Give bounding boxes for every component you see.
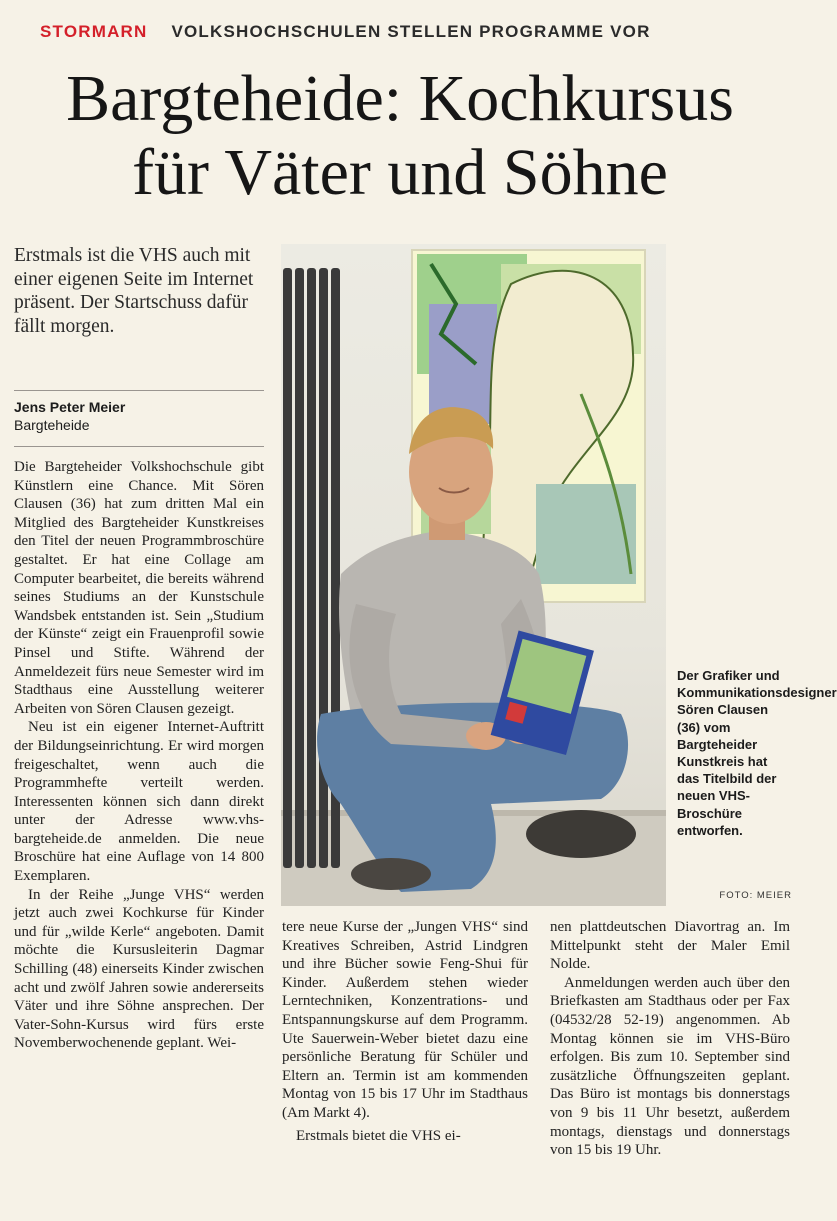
headline-line-2: für Väter und Söhne (132, 136, 668, 209)
paragraph: tere neue Kurse der „Jungen VHS“ sind Kreatives Schreiben, Astrid Lindgren und ihre Bücher sowie Feng-Shui für Kinder. Außerdem stehen wieder Lerntechniken, Konzentrations- und Entspannungskurse auf dem Programm. Ute Sauerwein-Weber bietet dazu eine persönliche Beratung für Schüler und Eltern an. Termin ist am kommenden Montag von 15 bis 17 Uhr im Stadthaus (Am Markt 4). (282, 919, 528, 1121)
paragraph: nen plattdeutschen Diavortrag an. Im Mittelpunkt steht der Maler Emil Nolde. (550, 919, 790, 973)
article-column-1 (14, 458, 264, 1053)
article-column-3 (550, 918, 790, 1160)
section-label: STORMARN (40, 22, 148, 41)
photo-caption: Der Grafiker und Kommunikationsdesigner Sören Clausen (36) vom Bargteheider Kunstkreis hat das Titelbild der neuen VHS-Broschüre entworfen. (677, 668, 837, 838)
photo-credit: FOTO: MEIER (719, 890, 792, 901)
header-line (40, 22, 780, 42)
photo-illustration (281, 244, 666, 906)
paragraph: Die Bargteheider Volkshochschule gibt Künstlern eine Chance. Mit Sören Clausen (36) hat zum dritten Mal ein Mitglied des Bargteheider Kunstkreises den Titel der neuen Programmbroschüre gestaltet. Er hat eine Collage am Computer bearbeitet, die bereits während seines Studiums an der Kunstschule Wandsbek entstanden ist. Sein „Studium der Künste“ zeigt ein Frauenprofil sowie Pinsel und Stifte. Während der Anmeldezeit fürs neue Semester wird im Stadthaus eine Ausstellung weiterer Arbeiten von Sören Clausen gezeigt. (14, 459, 264, 717)
article-column-2 (282, 918, 528, 1145)
author-name: Jens Peter Meier (14, 399, 126, 415)
article-photo (281, 244, 666, 906)
divider (14, 446, 264, 447)
lead-paragraph: Erstmals ist die VHS auch mit einer eigenen Seite im Internet präsent. Der Startschuss dafür fällt morgen. (14, 245, 254, 337)
headline-line-1: Bargteheide: Kochkursus (66, 62, 734, 135)
paragraph: Erstmals bietet die VHS ei- (296, 1127, 461, 1144)
paragraph: In der Reihe „Junge VHS“ werden jetzt auch zwei Kochkurse für Kinder und für „wilde Kerle“ angeboten. Damit möchte die Kursusleiterin Dagmar Schilling (48) einerseits Kinder zwischen acht und zwölf Jahren sowie andererseits Väter und ihre Söhne ansprechen. Der Vater-Sohn-Kursus wird fürs erste Novemberwochenende geplant. Wei- (14, 886, 264, 1052)
divider (14, 390, 264, 391)
paragraph: Anmeldungen werden auch über den Briefkasten am Stadthaus oder per Fax (04532/28 52-19) angenommen. Ab Montag können sie im VHS-Büro erfolgen. Bis zum 10. September sind zusätzliche Öffnungszeiten geplant. Das Büro ist montags bis donnerstags von 9 bis 11 Uhr besetzt, außerdem montags, dienstags und donnerstags von 15 bis 19 Uhr. (550, 974, 790, 1159)
headline (0, 62, 800, 210)
byline (14, 398, 264, 434)
author-location: Bargteheide (14, 417, 90, 433)
kicker: VOLKSHOCHSCHULEN STELLEN PROGRAMME VOR (171, 22, 651, 41)
paragraph: Neu ist ein eigener Internet-Auftritt der Bildungseinrichtung. Er wird morgen freigeschaltet, wenn auch die Programmhefte verteilt werden. Interessenten können sich dann direkt unter der Adresse www.vhs-bargteheide.de anmelden. Die neue Broschüre hat eine Auflage von 14 800 Exemplaren. (14, 719, 264, 885)
